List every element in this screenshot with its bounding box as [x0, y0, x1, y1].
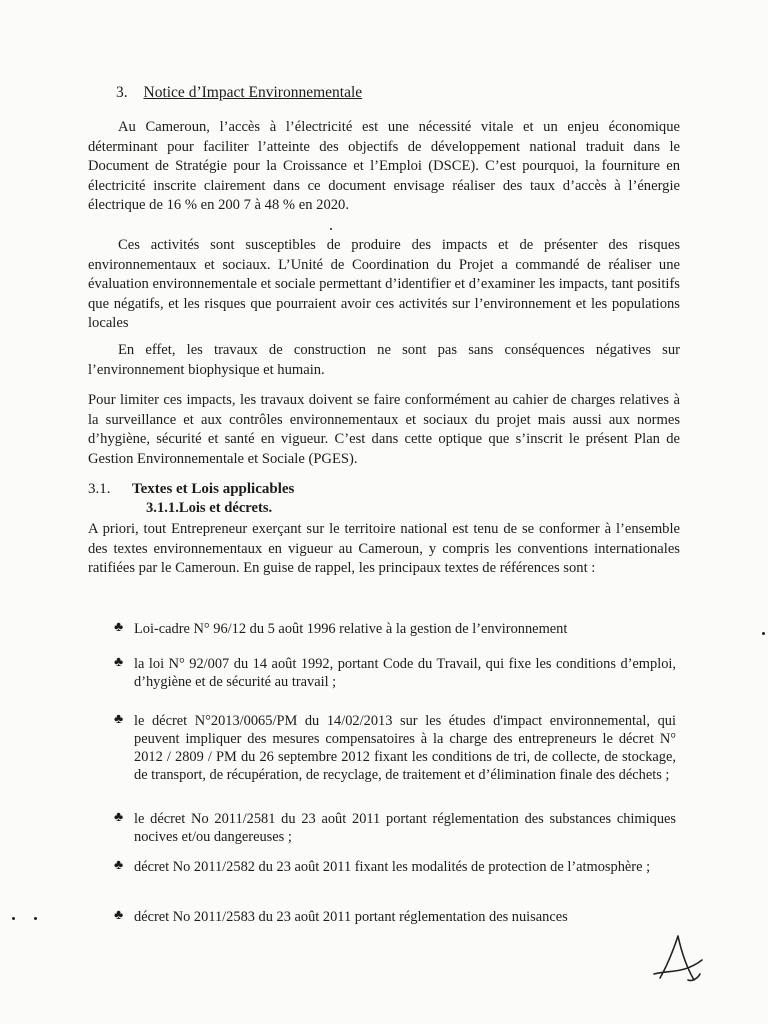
- list-item-text: la loi N° 92/007 du 14 août 1992, portant Code du Travail, qui fixe les conditions d’emploi, d’hygiène et de sécurité au travail ;: [134, 656, 676, 690]
- list-item: [114, 712, 676, 784]
- paragraph-intro-electricity: Au Cameroun, l’accès à l’électricité est une nécessité vitale et un enjeu économique déterminant pour faciliter l’atteinte des objectifs de développement national traduit dans le Document de Stratégie pour la Croissance et l’Emploi (DSCE). C’est pourquoi, la fourniture en électricité inscrite clairement dans ce document envisage réaliser des taux d’accès à l’énergie électrique de 16 % en 200 7 à 48 % en 2020.: [88, 119, 680, 214]
- list-item: [114, 620, 676, 638]
- bullet-icon: ♣: [114, 655, 124, 670]
- scan-speck: [330, 228, 332, 230]
- list-item-text: décret No 2011/2583 du 23 août 2011 portant réglementation des nuisances: [134, 909, 568, 925]
- paragraph-consequences: En effet, les travaux de construction ne sont pas sans conséquences négatives sur l’environnement biophysique et humain.: [88, 342, 680, 378]
- list-item-text: Loi-cadre N° 96/12 du 5 août 1996 relative à la gestion de l’environnement: [134, 621, 568, 637]
- paragraph-risks: Ces activités sont susceptibles de produire des impacts et de présenter des risques environnementaux et sociaux. L’Unité de Coordination du Projet a commandé de réaliser une évaluation environnementale et sociale permettant d’identifier et d’examiner les impacts, tant positifs que négatifs, et les risques que pourraient avoir ces activités sur l’environnement et les populations locales: [88, 237, 680, 332]
- scan-speck: [12, 917, 15, 920]
- bullet-icon: ♣: [114, 858, 124, 873]
- list-item-text: le décret N°2013/0065/PM du 14/02/2013 sur les études d'impact environnemental, qui peuvent impliquer des mesures compensatoires à la charge des entrepreneurs le décret N° 2012 / 2809 / PM du 26 septembre 2012 fixant les conditions de tri, de collecte, de stockage, de transport, de récupération, de recyclage, de traitement et d’élimination finale des déchets ;: [134, 713, 676, 783]
- scan-speck: [34, 917, 37, 920]
- handwritten-signature: [648, 930, 708, 990]
- list-item-text: le décret No 2011/2581 du 23 août 2011 portant réglementation des substances chimiques nocives et/ou dangereuses ;: [134, 811, 676, 845]
- section-title: Notice d’Impact Environnementale: [143, 84, 363, 101]
- subsection-heading: [88, 481, 294, 498]
- bullet-icon: ♣: [114, 810, 124, 825]
- list-item: [114, 810, 676, 846]
- sub-subsection-heading: 3.1.1.Lois et décrets.: [146, 500, 273, 516]
- list-item: [114, 655, 676, 691]
- bullet-icon: ♣: [114, 620, 124, 635]
- bullet-icon: ♣: [114, 712, 124, 727]
- section-number: 3.: [116, 84, 128, 101]
- subsection-title: Textes et Lois applicables: [132, 481, 295, 497]
- list-item-text: décret No 2011/2582 du 23 août 2011 fixant les modalités de protection de l’atmosphère ;: [134, 859, 651, 875]
- list-item: [114, 908, 676, 926]
- paragraph-pges: Pour limiter ces impacts, les travaux doivent se faire conformément au cahier de charges relatives à la surveillance et aux contrôles environnementaux et sociaux du projet mais aussi aux normes d’hygiène, sécurité et santé en vigueur. C’est dans cette optique que s’inscrit le présent Plan de Gestion Environnementale et Sociale (PGES).: [88, 392, 680, 467]
- subsection-number: 3.1.: [88, 481, 111, 497]
- section-heading: [116, 84, 362, 102]
- scan-speck: [762, 632, 765, 635]
- paragraph-legal-intro: A priori, tout Entrepreneur exerçant sur le territoire national est tenu de se conformer à l’ensemble des textes environnementaux en vigueur au Cameroun, y compris les conventions internationales ratifiées par le Cameroun. En guise de rappel, les principaux textes de références sont :: [88, 521, 680, 577]
- list-item: [114, 858, 676, 876]
- bullet-icon: ♣: [114, 908, 124, 923]
